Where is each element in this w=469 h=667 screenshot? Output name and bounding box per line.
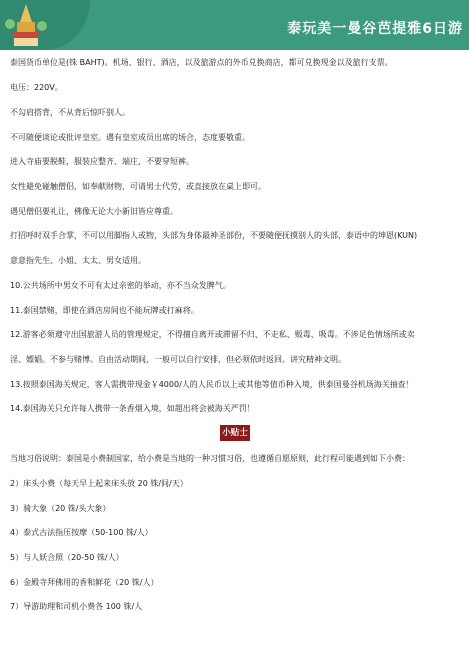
tip-item: 7）导游助理和司机小费各 100 铢/人 xyxy=(10,602,143,611)
tip-item: 6）金殿寺拜佛用的香和鲜花（20 铢/人） xyxy=(10,578,159,587)
text-line: 13.按照泰国海关规定，客人需携带现金￥4000/人的人民币以上或其他等值币种入境，供泰国曼谷机场海关抽查！ xyxy=(10,380,414,389)
tip-item: 2）床头小费（每天早上起来床头放 20 铢/间/天） xyxy=(10,479,188,488)
tips-badge: 小贴士 xyxy=(220,425,250,441)
text-line: 淫、嫖娼。不参与赌博。自由活动期间，一般可以自行安排，但必须依时返回。讲究精神文明。 xyxy=(10,355,346,364)
text-line: 泰国货币单位是(铢 BAHT)。机场、银行、酒店，以及旅游点的外币兑换商店，都可兑换现金以及旅行支票。 xyxy=(10,58,393,67)
tip-item: 3）骑大象（20 铢/头大象） xyxy=(10,504,111,513)
tips-intro: 当地习俗说明：泰国是小费制国家，给小费是当地的一种习惯习俗，也遵循自愿原则，此行程可能遇到如下小费： xyxy=(10,454,410,463)
thai-temple-icon xyxy=(4,2,48,48)
text-line: 14.泰国海关只允许每人携带一条香烟入境，如超出将会被海关严罚！ xyxy=(10,404,255,413)
text-line: 10.公共场所中男女不可有太过亲密的举动，亦不当众发脾气。 xyxy=(10,281,231,290)
text-line: 11.泰国禁赌，即使在酒店房间也不能玩牌或打麻将。 xyxy=(10,306,199,315)
text-line: 遇见僧侣要礼让，佛像无论大小新旧皆应尊重。 xyxy=(10,207,178,216)
text-line: 进入寺庙要脱鞋，服装应整齐、端庄，不要穿短裤。 xyxy=(10,157,194,166)
tip-item: 4）泰式古法指压按摩（50-100 铢/人） xyxy=(10,528,153,537)
page-header xyxy=(0,0,469,50)
text-line: 女性避免碰触僧侣，如奉献财物，可请男士代劳，或直接放在桌上即可。 xyxy=(10,182,266,191)
text-line: 电压：220V。 xyxy=(10,83,63,92)
tip-item: 5）与人妖合照（20-50 铢/人） xyxy=(10,553,124,562)
text-line: 不可随便谈论或批评皇室。遇有皇室成员出席的场合，态度要敬重。 xyxy=(10,133,250,142)
text-line: 打招呼时双手合掌，不可以用脚指人或物，头部为身体最神圣部份，不要随便抚摸别人的头部，泰语中的坤恩(KUN) xyxy=(10,231,418,240)
text-line: 12.游客必须遵守出国旅游人员的管理规定，不得擅自离开或滞留不归、不走私、贩毒、吸毒。不涉足色情场所或卖 xyxy=(10,330,415,339)
text-line: 不勾肩搭背，不从背后惊吓别人。 xyxy=(10,108,130,117)
text-line: 意意指先生、小姐、太太、男女适用。 xyxy=(10,256,146,265)
header-title: 泰玩美一曼谷芭提雅6日游 xyxy=(287,21,463,37)
